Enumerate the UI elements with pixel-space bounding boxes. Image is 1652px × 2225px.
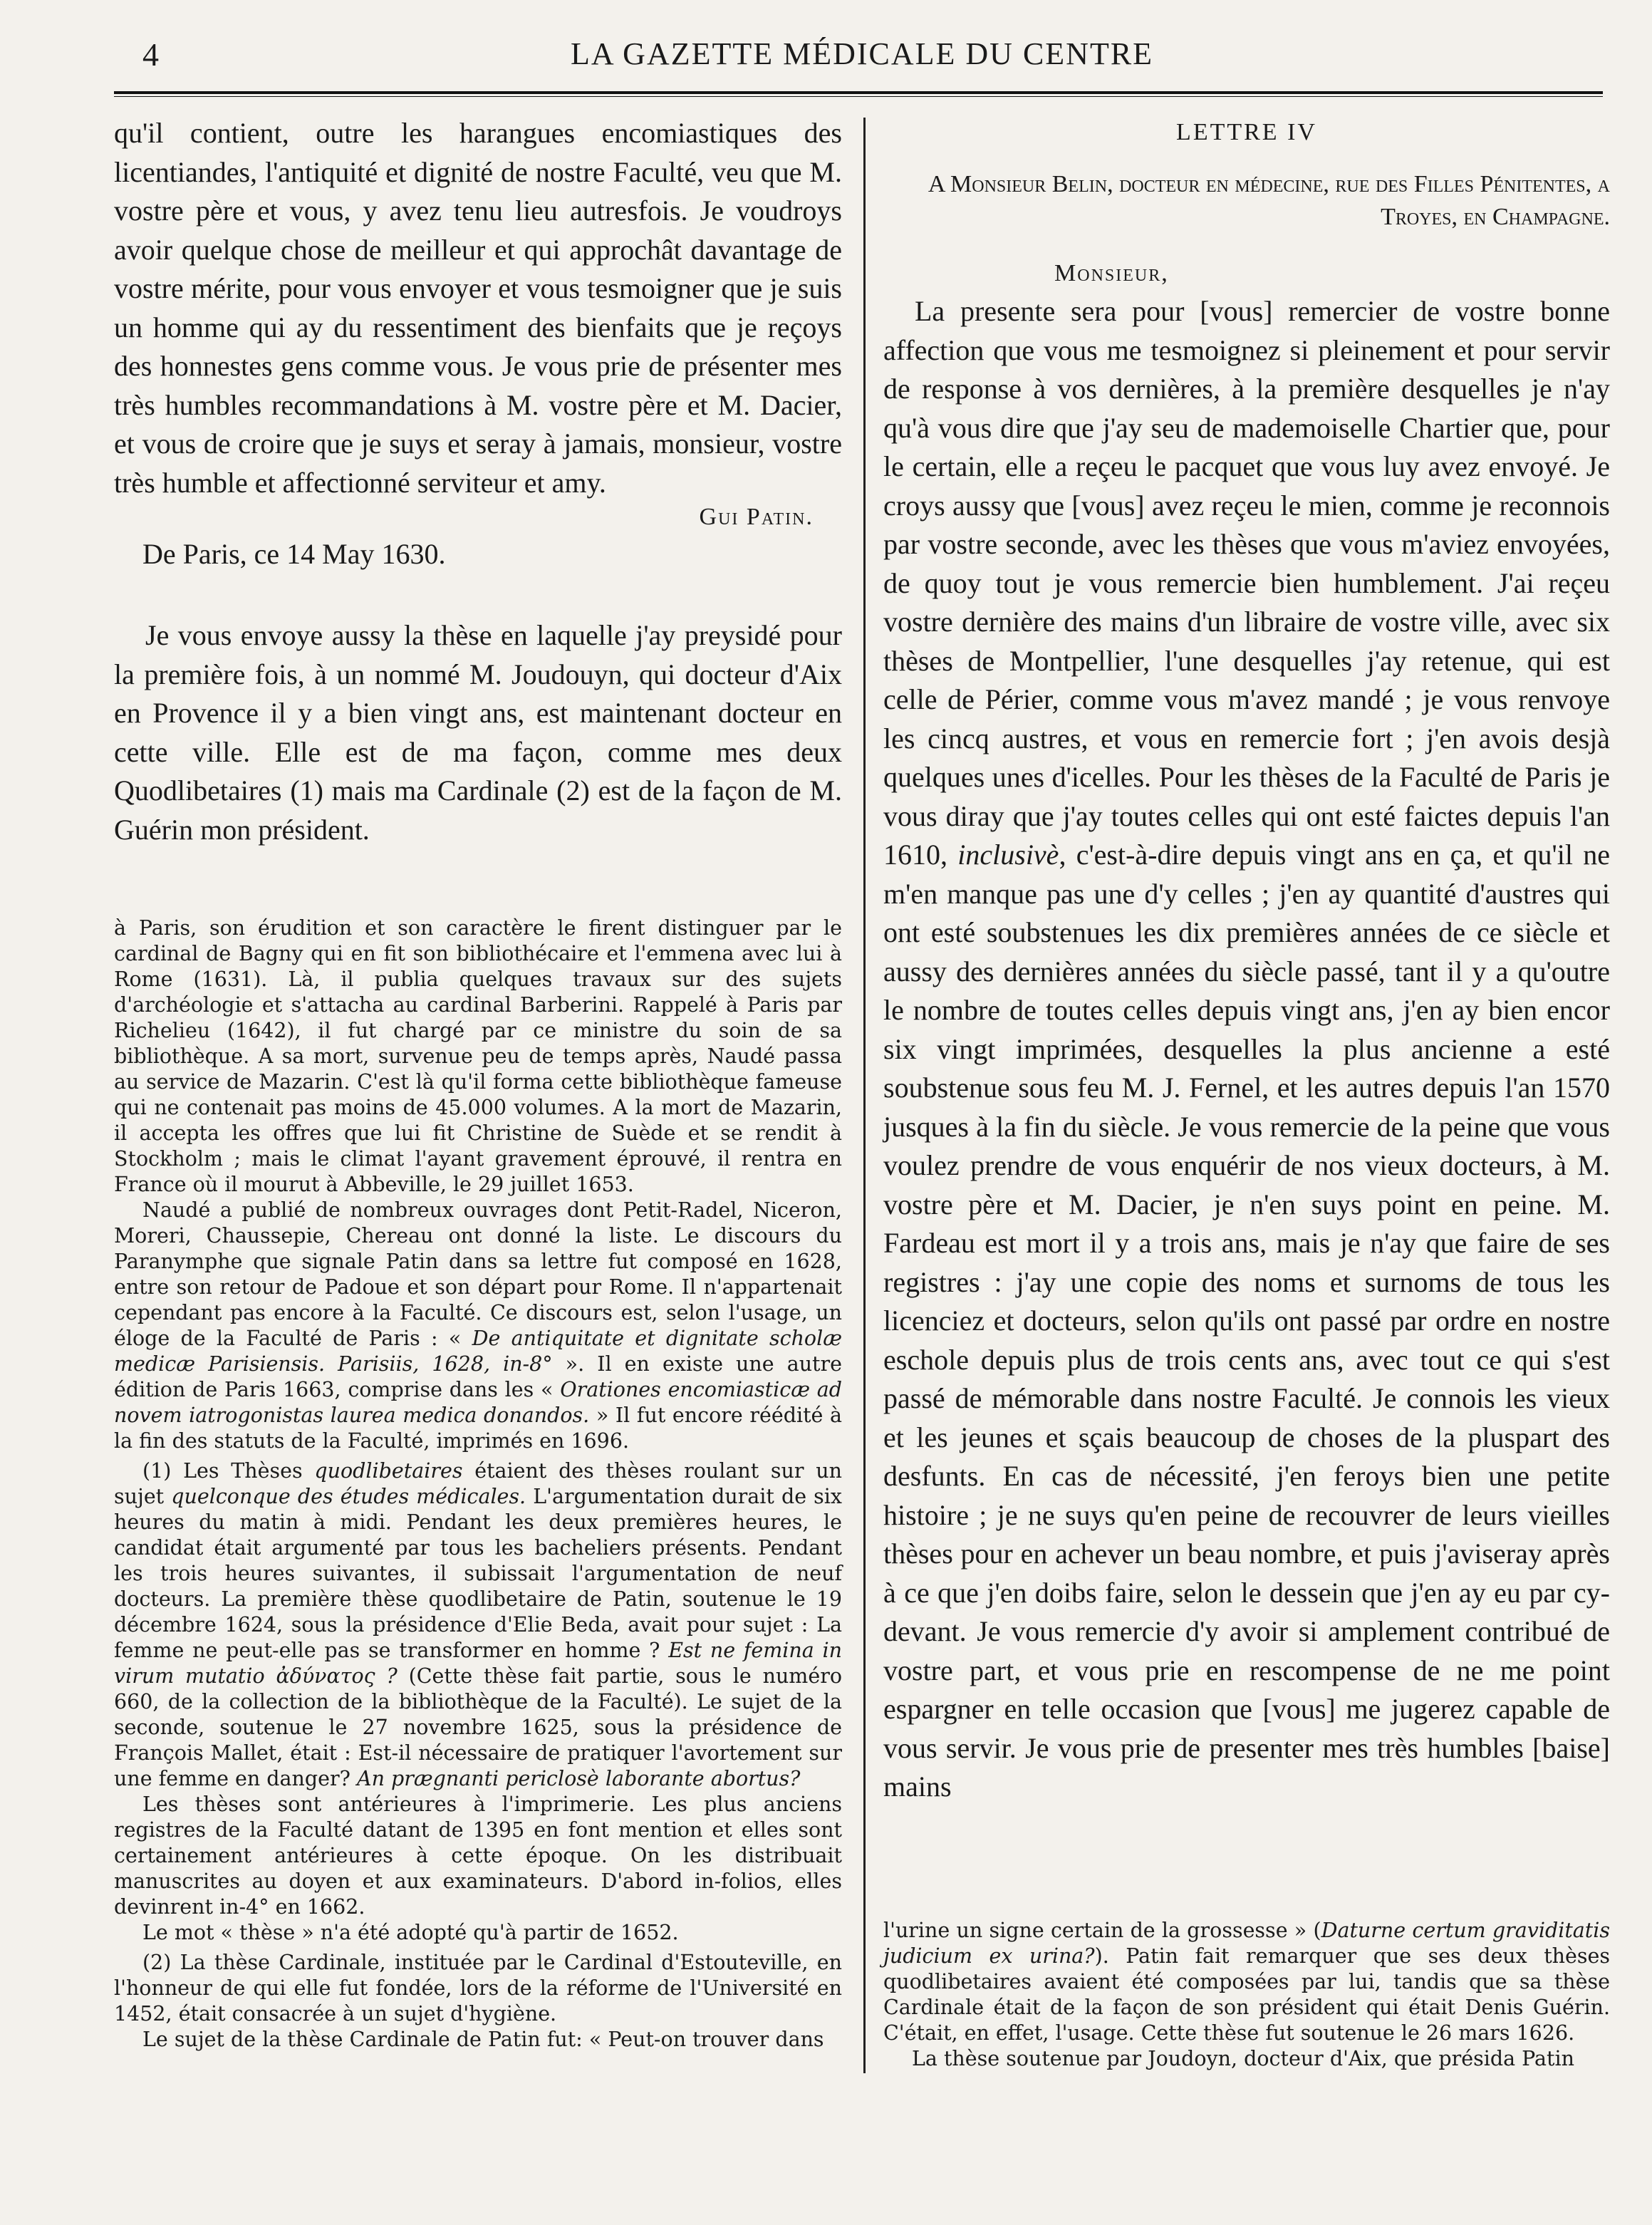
footnote-naude-2: Naudé a publié de nombreux ouvrages dont Petit-Radel, Niceron, Moreri, Chaussepie, Chereau ont donné la liste. Le discours du Paranymphe que signale Patin dans sa lettre fut composé en 1628, entre son retour de Padoue et son départ pour Rome. Il n'appartenait cependant pas encore à la Faculté. Ce discours est, selon l'usage, un éloge de la Faculté de Paris : « De antiquitate et dignitate scholæ medicæ Parisiensis. Parisiis, 1628, in-8° ». Il en existe une autre édition de Paris 1663, comprise dans les « Orationes encomiasticæ ad novem iatrogonistas laurea medica donandos. » Il fut encore réédité à la fin des statuts de la Faculté, imprimés en 1696. <box>114 1198 843 1453</box>
postscript: Je vous envoye aussy la thèse en laquelle j'ay preysidé pour la première fois, à un nommé M. Joudouyn, qui docteur d'Aix en Provence il y a bien vingt ans, est maintenant docteur en cette ville. Elle est de ma façon, comme mes deux Quodlibetaires (1) mais ma Cardinale (2) est de la façon de M. Guérin mon président. <box>114 619 842 846</box>
footnote-naude-1: à Paris, son érudition et son caractère le firent distinguer par le cardinal de Bagny qui en fit son bibliothécaire et l'emmena avec lui à Rome (1631). Là, il publia quelques travaux sur des sujets d'archéologie et s'attacha au cardinal Barberini. Rappelé à Paris par Richelieu (1642), il fut chargé par ce ministre du soin de sa bibliothèque. A sa mort, survenue peu de temps après, Naudé passa au service de Mazarin. C'est là qu'il forma cette bibliothèque fameuse qui ne contenait pas moins de 45.000 volumes. A la mort de Mazarin, il accepta les offres que lui fit Christine de Suède et se rendit à Stockholm ; mais le climat l'ayant gravement éprouvé, il rentra en France où il mourut à Abbeville, le 29 juillet 1653. <box>114 916 842 1196</box>
left-column <box>114 114 842 849</box>
letter-address: A Monsieur Belin, docteur en médecine, rue des Filles Pénitentes, a Troyes, en Champagne. <box>928 171 1610 230</box>
footnote-2: (2) La thèse Cardinale, instituée par le Cardinal d'Estouteville, en l'honneur de qui elle fut fondée, lors de la réforme de l'Université en 1452, était consacrée à un sujet d'hygiène. <box>114 1951 842 2026</box>
left-footnotes <box>114 916 842 2053</box>
footnote-joudoyn: La thèse soutenue par Joudoyn, docteur d'Aix, que présida Patin <box>912 2047 1574 2070</box>
letter-continuation: qu'il contient, outre les harangues encomiastiques des licentiandes, l'antiquité et dignité de nostre Faculté, veu que M. vostre père et vous, y avez tenu lieu autresfois. Je voudroys avoir quelque chose de meilleur et qui approchât davantage de vostre mérite, pour vous envoyer et vous tesmoigner que je suis un homme qui ay du ressentiment des bienfaits que je reçoys des honnestes gens comme vous. Je vous prie de présenter mes très humbles recommandations à M. vostre père et M. Dacier, et vous de croire que je suys et seray à jamais, monsieur, vostre très humble et affectionné serviteur et amy. <box>114 117 842 499</box>
right-column <box>883 114 1610 1807</box>
header-rule <box>114 91 1603 97</box>
column-divider <box>863 118 866 2073</box>
footnote-1-mot: Le mot « thèse » n'a été adopté qu'à partir de 1652. <box>142 1921 679 1944</box>
letter-date: De Paris, ce 14 May 1630. <box>142 538 446 570</box>
footnote-1-theses: Les thèses sont antérieures à l'imprimerie. Les plus anciens registres de la Faculté datant de 1395 en font mention et elles sont certainement antérieures à cette époque. On les distribuait manuscrites au doyen et aux examinateurs. D'abord in-folios, elles devinrent in-4° en 1662. <box>114 1793 842 1919</box>
letter-title: LETTRE IV <box>1176 119 1317 145</box>
running-title: LA GAZETTE MÉDICALE DU CENTRE <box>570 36 1154 71</box>
page-header <box>114 36 1610 78</box>
footnote-1: (1) Les Thèses quodlibetaires étaient des thèses roulant sur un sujet quelconque des études médicales. L'argumentation durait de six heures du matin à midi. Pendant les deux premières heures, le candidat était argumenté par tous les bacheliers présents. Pendant les trois heures suivantes, il subissait l'argumentation de neuf docteurs. La première thèse quodlibetaire de Patin, soutenue le 19 décembre 1624, sous la présidence d'Elie Beda, avait pour sujet : La femme ne peut-elle pas se transformer en homme ? Est ne femina in virum mutatio ἀδύνατος ? (Cette thèse fait partie, sous le numéro 660, de la collection de la bibliothèque de la Faculté). Le sujet de la seconde, soutenue le 27 novembre 1625, sous la présidence de François Mallet, était : Est-il nécessaire de pratiquer l'avortement sur une femme en danger? An prægnanti periclosè laborante abortus? <box>114 1459 842 1790</box>
signature: Gui Patin. <box>699 504 814 530</box>
page-number: 4 <box>142 36 159 73</box>
right-footnotes <box>883 1918 1610 2072</box>
salutation: Monsieur, <box>1054 260 1169 286</box>
letter-body: La presente sera pour [vous] remercier de vostre bonne affection que vous me tesmoignez si pleinement et pour servir de response à vos dernières, à la première desquelles je n'ay qu'à vous dire que j'ay seu de mademoiselle Chartier que, pour le certain, elle a reçeu le pacquet que vous luy avez envoyé. Je croys aussy que [vous] avez reçeu le mien, comme je reconnois par vostre seconde, avec les thèses que vous m'aviez envoyées, de quoy tout je vous remercie bien humblement. J'ai reçeu vostre dernière des mains d'un libraire de vostre ville, avec six thèses de Montpellier, l'une desquelles j'ay retenue, qui est celle de Périer, comme vous m'avez mandé ; je vous renvoye les cincq austres, et vous en remercie fort ; j'en avois desjà quelques unes d'icelles. Pour les thèses de la Faculté de Paris je vous diray que j'ay toutes celles qui ont esté faictes depuis l'an 1610, inclusivè, c'est-à-dire depuis vingt ans en ça, et qu'il ne m'en manque pas une d'y celles ; j'en ay quantité d'austres qui ont esté soubstenues les dix premières années de ce siècle et aussy des dernières années du siècle passé, tant il y a qu'outre le nombre de toutes celles depuis vingt ans, j'en ay bien encor six vingt imprimées, desquelles la plus ancienne a esté soubstenue sous feu M. J. Fernel, et les autres depuis l'an 1570 jusques à la fin du siècle. Je vous remercie de la peine que vous voulez prendre de vous enquérir de nos vieux docteurs, à M. vostre père et M. Dacier, je n'en suys point en peine. M. Fardeau est mort il y a trois ans, mais je n'ay que faire de ses registres : j'ay une copie des noms et surnoms de tous les licenciez et docteurs, selon qu'ils ont passé par ordre en nostre eschole depuis plus de trois cents ans, avec tout ce qui s'est passé de mémorable dans nostre Faculté. Je connois les vieux et les jeunes et sçais beaucoup de choses de la pluspart des desfunts. En cas de nécessité, j'en feroys bien une petite histoire ; je ne suys qu'en peine de recouvrer de leurs vieilles thèses pour en achever un beau nombre, et puis j'aviseray après à ce que j'en doibs faire, selon le dessein que j'en ay eu par cy-devant. Je vous remercie d'y avoir si amplement contribué de vostre part, et vous prie en rescompense de ne me point espargner en telle occasion que [vous] me jugerez capable de vous servir. Je vous prie de presenter mes très humbles [baise] mains <box>883 295 1611 1803</box>
footnote-2-sujet: Le sujet de la thèse Cardinale de Patin fut: « Peut-on trouver dans <box>142 2028 824 2051</box>
footnote-2-continued: l'urine un signe certain de la grossesse » (Daturne certum graviditatis judicium ex urina?). Patin fait remarquer que ses deux thèses quodlibetaires avaient été composées par lui, tandis que sa thèse Cardinale était de la façon de son président qui était Denis Guérin. C'était, en effet, l'usage. Cette thèse fut soutenue le 26 mars 1626. <box>883 1919 1610 2045</box>
